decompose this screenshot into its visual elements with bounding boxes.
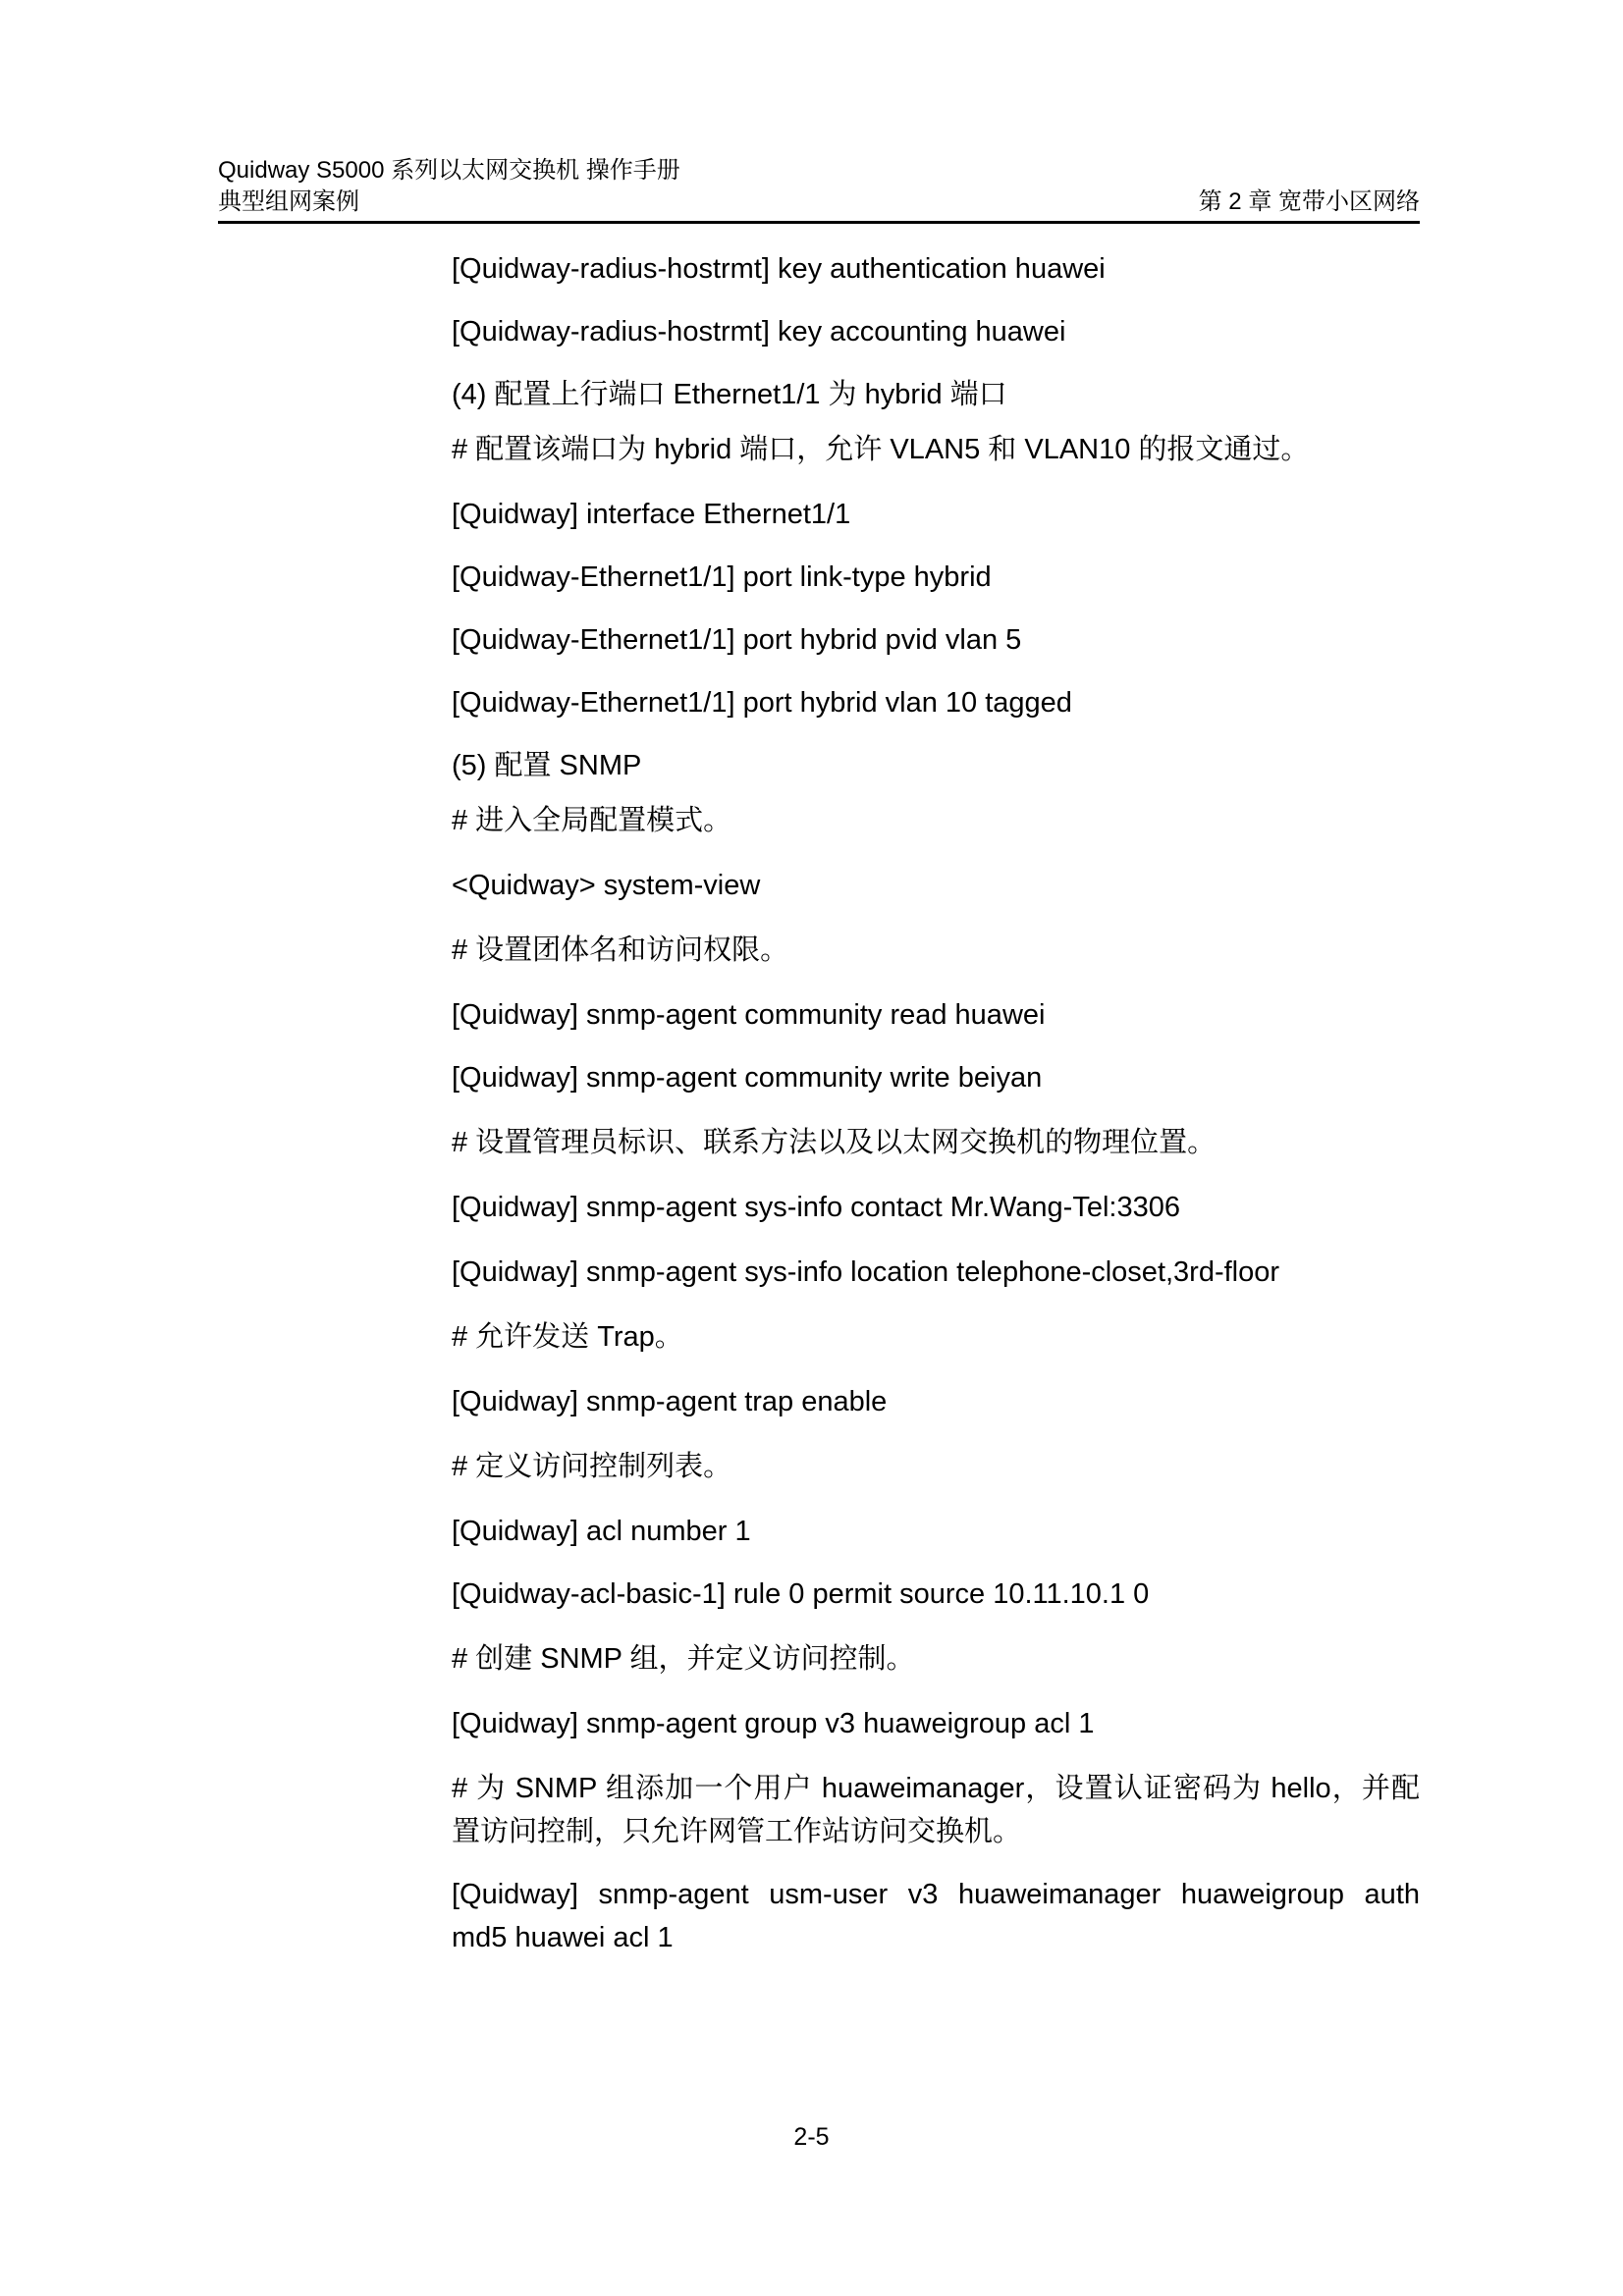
command-line: <Quidway> system-view bbox=[452, 870, 761, 901]
comment-line: # 设置管理员标识、联系方法以及以太网交换机的物理位置。 bbox=[452, 1127, 1217, 1158]
command-line: [Quidway] snmp-agent sys-info location telephone-closet,3rd-floor bbox=[452, 1256, 1280, 1288]
header-manual-title: Quidway S5000 系列以太网交换机 操作手册 bbox=[218, 157, 680, 184]
command-line: (4) 配置上行端口 Ethernet1/1 为 hybrid 端口 bbox=[452, 379, 1007, 410]
command-line: [Quidway-radius-hostrmt] key accounting huawei bbox=[452, 316, 1066, 347]
command-line: [Quidway] snmp-agent sys-info contact Mr.Wang-Tel:3306 bbox=[452, 1192, 1180, 1223]
command-line: [Quidway-acl-basic-1] rule 0 permit source 10.11.10.1 0 bbox=[452, 1578, 1150, 1610]
comment-line: # 允许发送 Trap。 bbox=[452, 1321, 683, 1353]
command-line: [Quidway] snmp-agent group v3 huaweigroup acl 1 bbox=[452, 1708, 1095, 1739]
header-row-1 bbox=[218, 155, 1420, 187]
header-chapter-title: 第 2 章 宽带小区网络 bbox=[1198, 188, 1420, 215]
comment-line: # 进入全局配置模式。 bbox=[452, 805, 732, 836]
command-line: [Quidway] snmp-agent community read huawei bbox=[452, 999, 1046, 1031]
command-line: (5) 配置 SNMP bbox=[452, 750, 642, 781]
comment-line: # 为 SNMP 组添加一个用户 huaweimanager，设置认证密码为 hello，并配 bbox=[452, 1773, 1420, 1804]
comment-line: # 设置团体名和访问权限。 bbox=[452, 934, 789, 966]
header-divider bbox=[218, 221, 1420, 224]
command-line: [Quidway-Ethernet1/1] port link-type hybrid bbox=[452, 561, 992, 593]
page-header bbox=[218, 155, 1420, 218]
page-footer bbox=[0, 2122, 1623, 2152]
header-row-2 bbox=[218, 187, 1420, 218]
command-line: md5 huawei acl 1 bbox=[452, 1922, 674, 1953]
comment-line: # 创建 SNMP 组，并定义访问控制。 bbox=[452, 1643, 915, 1675]
command-line: [Quidway] snmp-agent trap enable bbox=[452, 1386, 888, 1417]
header-section-title: 典型组网案例 bbox=[218, 188, 359, 215]
command-line: [Quidway] acl number 1 bbox=[452, 1516, 751, 1547]
comment-line: # 定义访问控制列表。 bbox=[452, 1451, 732, 1482]
document-body bbox=[452, 247, 1420, 1959]
command-line: [Quidway-radius-hostrmt] key authentication huawei bbox=[452, 253, 1106, 285]
comment-line: # 配置该端口为 hybrid 端口，允许 VLAN5 和 VLAN10 的报文通过。 bbox=[452, 434, 1310, 465]
command-line: [Quidway] interface Ethernet1/1 bbox=[452, 499, 851, 530]
command-line: [Quidway] snmp-agent community write beiyan bbox=[452, 1062, 1043, 1094]
command-line: [Quidway-Ethernet1/1] port hybrid vlan 10 tagged bbox=[452, 687, 1072, 719]
command-line: [Quidway] snmp-agent usm-user v3 huaweimanager huaweigroup auth bbox=[452, 1879, 1420, 1910]
command-line: [Quidway-Ethernet1/1] port hybrid pvid vlan 5 bbox=[452, 624, 1022, 656]
page-number: 2-5 bbox=[793, 2123, 830, 2151]
command-line: 置访问控制，只允许网管工作站访问交换机。 bbox=[452, 1816, 1022, 1847]
